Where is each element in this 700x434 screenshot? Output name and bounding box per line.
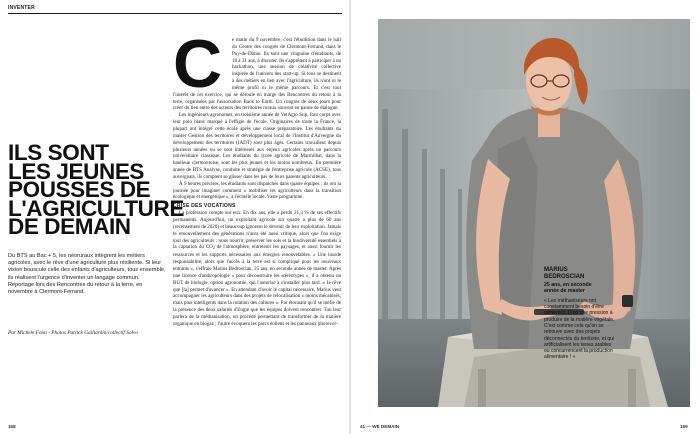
section-subhead: CRISE DES VOCATIONS — [173, 203, 236, 210]
caption-name-line: BEDROSCIAN — [544, 274, 585, 280]
article-standfirst: Du BTS au Bac + 5, les néoruraux intègrent les métiers agricoles, avec le rêve d'une agriculture plus résiliente. Si leur vision bouscule celle des enfants d'agriculteurs, tous ensemble, ils réalisent l'urgence d'inventer un langage commun. Reportage lors des Rencontres du retour à la terre, en novembre à Clermont-Ferrand. — [8, 253, 166, 296]
section-rubric: INVENTER — [8, 5, 35, 11]
body-text: de l'atmosphère, entretenir les paysages, et aussi fournir les ressources et les supports nécessaires aux énergies renouvelables. « Une lourde responsabilité, alors que l'accès à la terre est si compliqué pour les nouveaux entrants », s'effraie Marius Bedroscian, 25 ans, en seconde année de master. Après une licence d'anthropologie « pour déconstruire les stéréotypes », il a obtenu un BUT de biologie, option agronomie, qui l'autorise à s'installer plus tard. « Je rêve que [la] permet d'avancer ». En attendant d'avoir le capital nécessaire, Marius veut accompagner les agriculteurs dans des projets de relocalisation « moins mécanisés, mais plus intelligents dans la rotation des cultures ». Par étonnant qu'il se méfie de la présence des deux salariés d'Engie que les équipes doivent rencontrer. Tun leur parlera de la méthanisation, un procédé permettant de transformer de la matière organique en biogaz ; l'autre évoquera les parcs éoliens et les panneaux photovol- — [173, 244, 341, 327]
headline-line: POUSSES DE — [8, 177, 151, 202]
drop-cap: C — [173, 37, 223, 91]
portrait-illustration — [378, 19, 690, 407]
caption-role-line: 25 ans, en seconde — [544, 282, 592, 288]
article-body — [173, 37, 341, 425]
caption-name-line: MARIUS — [544, 267, 568, 273]
body-text: La profession compte sur eux. En dix ans, elle a perdu 21,3 % de ses effectifs permanents. Aujourd'hui, un exploitant agricole sur quatre a plus de 60 ans (recensement de 2020) et beaucoup ignorent le devenir de leur exploitation. Jamais le renouvellement des générations n'aura été aussi critique, alors que l'on exige tout des agriculteurs : nous nourrir, préserver les sols et la biodiversité essentiels à la captation du CO — [173, 210, 341, 251]
article-headline — [8, 140, 184, 239]
photo-caption — [544, 267, 618, 361]
page-gutter — [349, 0, 351, 434]
body-paragraph: À 9 heures précises, les étudiants sont dispatchés dans quatre équipes : ils ont la journée pour imaginer comment « mobiliser les agriculteurs dans la transition écologique et énergétique », à l'échelle locale. Vaste programme. — [173, 180, 341, 201]
byline-credit: Par Michele Fonn - Photos Patrick Gaillardin/collectif Solvo — [8, 330, 138, 336]
co2-subscript: 2 — [212, 246, 215, 251]
folio-right: 169 — [680, 424, 688, 429]
headline-line: DE DEMAIN — [8, 214, 131, 239]
body-paragraph: e matin du 9 novembre, c'est l'ébullition dans le hall du Centre des congrès de Clermont-Ferrand, dans le Puy-de-Dôme. Ils sont une vingtaine d'étudiants, de 18 à 31 ans, à discuter. Ils s'apprêtent à participer à un hackathon, une session de créativité collective inspirée de l'univers des start-up. Si tous se destinent à des métiers en lien avec l'agriculture, ils n'ont ni le même profil ni le même parcours. Et c'est tout l'intérêt de cet exercice, qui se déroule en marge des Rencontres du retour à la terre, organisées par l'association Back to Earth. Un congrès de deux jours pour créer du lien entre des acteurs des territoires ruraux souvent en panne de dialogue. — [173, 37, 341, 112]
headline-line: L'AGRICULTURE — [8, 195, 184, 221]
folio-left: 168 — [8, 424, 16, 429]
folio-center: 41 — WE DEMAIN — [360, 424, 400, 429]
portrait-photo — [378, 19, 690, 407]
body-paragraph — [173, 210, 341, 327]
headline-line: LES JEUNES — [8, 158, 145, 184]
top-rule — [8, 13, 342, 14]
body-paragraph: Les ingénieurs agronomes, en troisième année de VetAgro Sup, font corps avec leur polo blanc marqué à l'effigie de l'école. Originaires de toute la France, la plupart ont intégré cette école après une classe préparatoire. Les étudiants du master Gestion des territoires et développement local de l'Institut d'Auvergne du développement des territoires (IADT) sont plus âgés. Certains travaillent depuis plusieurs années ou se sont intéressés aux enjeux agricoles après un parcours universitaire classique. Les étudiants du lycée agricole de Marmilhat, dans la banlieue clermontoise, sont les plus jeunes et les moins nombreux. En première année de BTS Analyse, conduite et stratégie de l'entreprise agricole (ACSE), tous auvergnats, ils comptent se glisser dans les pas de leurs parents agriculteurs. — [173, 112, 341, 180]
caption-quote: « Les méthaniseurs ont constamment besoin d'être alimentés. D'où une pression à produire de la matière végétale. C'est comme cela qu'on se retrouve avec des projets déconnectés du territoire, et qui artificialisent les terres arables ou concurrencent la production alimentaire ! » — [544, 297, 615, 361]
headline-line: ILS SONT — [8, 140, 109, 165]
caption-role-line: année de master — [544, 288, 585, 295]
